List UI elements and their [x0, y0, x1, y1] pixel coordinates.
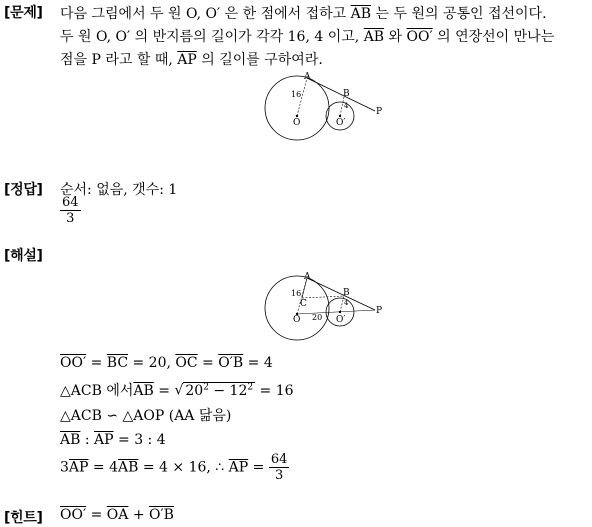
- solution-text: =: [248, 459, 269, 476]
- problem-text: 다음 그림에서 두 원 O, O′ 은 한 점에서 접하고: [60, 6, 351, 22]
- problem-text: 의 연장선이 만나는: [432, 29, 555, 45]
- segment-ab: $\overline{AB}$: [363, 29, 385, 45]
- segment-ab: $\overline{AB}$: [118, 459, 139, 476]
- solution-line-4: [60, 432, 166, 448]
- line-o-p: [297, 310, 375, 314]
- solution-text: = 4 × 16, ∴: [138, 459, 229, 476]
- hint-label: [힌트]: [4, 510, 43, 526]
- hint-text: +: [128, 507, 150, 523]
- problem-text: 는 두 원의 공통인 접선이다.: [371, 6, 547, 22]
- solution-figure: [262, 270, 392, 346]
- answer-fraction: [60, 195, 81, 226]
- label-p: P: [376, 306, 383, 316]
- hint-text: =: [86, 507, 107, 523]
- label-b: B: [343, 89, 350, 99]
- answer-value: [60, 195, 81, 226]
- segment-ob: O′B: [218, 355, 244, 371]
- answer-numerator: 64: [62, 195, 79, 210]
- segment-oo: OO′: [406, 29, 433, 45]
- segment-ap: $\overline{AP}$: [94, 432, 114, 448]
- segment-ab: $\overline{AB}$: [350, 6, 372, 22]
- solution-line-2: [60, 380, 294, 400]
- problem-text: 두 원 O, O′ 의 반지름의 길이가 각각 16, 4 이고,: [60, 29, 364, 45]
- label-20: 20: [312, 313, 323, 322]
- label-a: A: [304, 72, 311, 82]
- label-c: C: [300, 299, 307, 309]
- label-4: 4: [344, 299, 349, 307]
- point-o: [296, 115, 298, 117]
- segment-oo: OO′: [60, 355, 87, 371]
- label-16: 16: [291, 90, 302, 99]
- segment-ab: $\overline{AB}$: [133, 383, 154, 399]
- solution-text: :: [80, 432, 95, 448]
- solution-text: 3: [60, 459, 69, 476]
- solution-text: = 4: [88, 459, 118, 476]
- sqrt-term: − 12: [208, 383, 248, 399]
- hint-line: [60, 507, 174, 523]
- label-o: O: [293, 315, 301, 325]
- sqrt-term: 20: [185, 383, 204, 399]
- sqrt-expression: √ $20^2 - 12^2$: [174, 382, 254, 399]
- solution-text: =: [86, 355, 107, 371]
- problem-text: 와: [384, 29, 407, 45]
- label-4: 4: [344, 102, 349, 110]
- label-o2: O′: [336, 118, 346, 128]
- result-denominator: 3: [274, 468, 284, 483]
- solution-text: = 4: [243, 355, 273, 371]
- problem-figure: [262, 70, 392, 146]
- problem-line-3: [60, 49, 323, 69]
- answer-meta: 순서: 없음, 갯수: 1: [60, 182, 178, 198]
- result-numerator: 64: [270, 452, 288, 467]
- solution-line-3: △ACB ∽ △AOP (AA 닮음): [60, 408, 232, 424]
- point-o2: [339, 311, 341, 313]
- solution-text: △ACB 에서: [60, 383, 134, 399]
- line-cb: [302, 296, 344, 298]
- result-fraction: [269, 452, 290, 483]
- segment-oc: $\overline{OC}$: [175, 355, 198, 371]
- segment-ab: $\overline{AB}$: [60, 432, 81, 448]
- circle-o: [265, 76, 329, 140]
- segment-oo: OO′: [60, 507, 87, 523]
- tangent-line: [307, 78, 375, 111]
- label-o: O: [293, 118, 301, 128]
- segment-oa: $\overline{OA}$: [106, 507, 129, 523]
- problem-text: 점을 P 라고 할 때,: [60, 52, 178, 68]
- solution-text: = 20,: [128, 355, 176, 371]
- sqrt-body: [183, 382, 255, 399]
- solution-label: [해설]: [4, 248, 43, 264]
- label-a: A: [304, 272, 311, 282]
- exponent: 2: [203, 382, 209, 393]
- problem-label: [문제]: [4, 5, 43, 21]
- solution-line-5: [60, 452, 289, 483]
- answer-denominator: 3: [66, 211, 75, 226]
- segment-ap: $\overline{AP}$: [68, 459, 89, 476]
- solution-text: = 16: [255, 383, 294, 399]
- problem-line-1: [60, 3, 547, 23]
- answer-label: [정답]: [4, 182, 43, 198]
- point-o2: [339, 115, 341, 117]
- solution-text: =: [153, 383, 175, 399]
- solution-text: =: [197, 355, 219, 371]
- circle-o: [265, 276, 329, 340]
- label-b: B: [343, 288, 350, 298]
- label-16: 16: [291, 289, 302, 298]
- exponent: 2: [247, 382, 254, 393]
- segment-ap: $\overline{AP}$: [177, 52, 197, 68]
- tangent-line: [307, 278, 375, 310]
- problem-line-2: [60, 26, 554, 46]
- label-p: P: [376, 107, 383, 117]
- label-o2: O′: [336, 315, 346, 325]
- solution-text: = 3 : 4: [113, 432, 166, 448]
- problem-text: 의 길이를 구하여라.: [196, 52, 323, 68]
- solution-line-1: [60, 355, 273, 371]
- segment-bc: $\overline{BC}$: [106, 355, 129, 371]
- segment-ob: O′B: [149, 507, 174, 523]
- segment-ap: $\overline{AP}$: [228, 459, 249, 476]
